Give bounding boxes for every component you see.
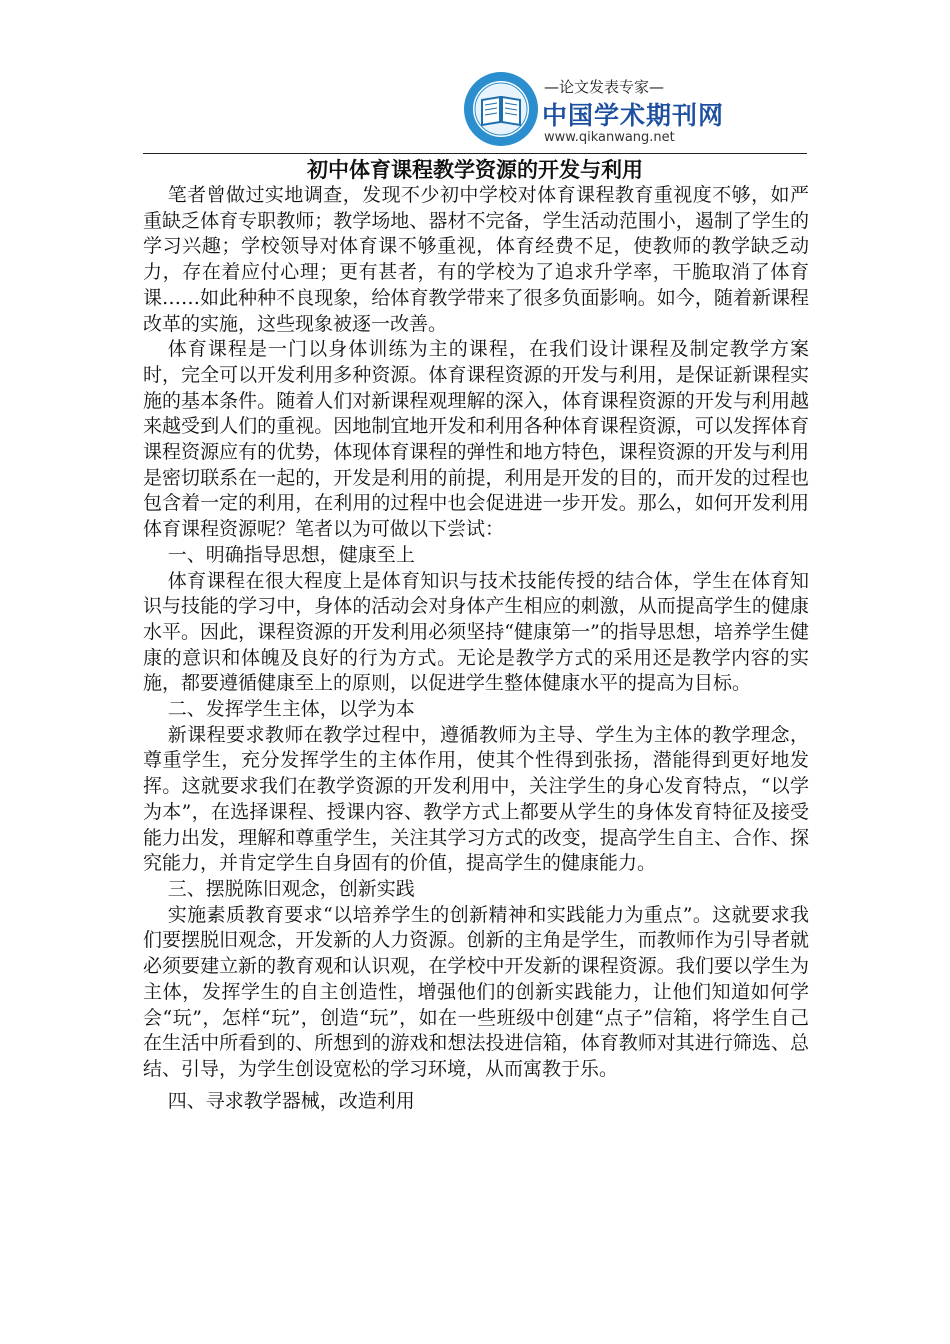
section-text-3: 实施素质教育要求“以培养学生的创新精神和实践能力为重点”。这就要求我们要摆脱旧观念，开发新的人力资源。创新的主角是学生，而教师作为引导者就必须要建立新的教育观和认识观，在学校中开发新的课程资源。我们要以学生为主体，发挥学生的自主创造性，增强他们的创新实践能力，让他们知道如何学会“玩”，怎样“玩”，创造“玩”，如在一些班级中创建“点子”信箱，将学生自己在生活中所看到的、所想到的游戏和想法投进信箱，体育教师对其进行筛选、总结、引导，为学生创设宽松的学习环境，从而寓教于乐。: [143, 903, 809, 1080]
intro-paragraph-1: 笔者曾做过实地调查，发现不少初中学校对体育课程教育重视度不够，如严重缺乏体育专职教师；教学场地、器材不完备，学生活动范围小，遏制了学生的学习兴趣；学校领导对体育课不够重视，体育经费不足，使教师的教学缺乏动力，存在着应付心理；更有甚者，有的学校为了追求升学率，干脆取消了体育课……如此种种不良现象，给体育教学带来了很多负面影响。如今，随着新课程改革的实施，这些现象被逐一改善。: [143, 184, 809, 335]
site-logo: [462, 70, 725, 150]
intro-paragraph-2: 体育课程是一门以身体训练为主的课程，在我们设计课程及制定教学方案时，完全可以开发利用多种资源。体育课程资源的开发与利用，是保证新课程实施的基本条件。随着人们对新课程观理解的深入，体育课程资源的开发与利用越来越受到人们的重视。因地制宜地开发和利用各种体育课程资源，可以发挥体育课程资源应有的优势，体现体育课程的弹性和地方特色，课程资源的开发与利用是密切联系在一起的，开发是利用的前提，利用是开发的目的，而开发的过程也包含着一定的利用，在利用的过程中也会促进进一步开发。那么，如何开发利用体育课程资源呢？笔者以为可做以下尝试：: [143, 338, 809, 541]
document-title: 初中体育课程教学资源的开发与利用: [307, 157, 643, 182]
header-divider: [143, 153, 807, 154]
section-heading-1: 一、明确指导思想，健康至上: [167, 543, 415, 566]
section-heading-2: 二、发挥学生主体，以学为本: [167, 698, 415, 721]
document-body: [143, 183, 809, 1114]
logo-site-name: 中国学术期刊网: [542, 101, 725, 130]
section-text-2: 新课程要求教师在教学过程中，遵循教师为主导、学生为主体的教学理念，尊重学生，充分发挥学生的主体作用，使其个性得到张扬，潜能得到更好地发挥。这就要求我们在教学资源的开发利用中，关注学生的身心发育特点，“以学为本”，在选择课程、授课内容、教学方式上都要从学生的身体发育特征及接受能力出发，理解和尊重学生，关注其学习方式的改变，提高学生自主、合作、探究能力，并肯定学生自身固有的价值，提高学生的健康能力。: [143, 723, 809, 875]
logo-tagline: —论文发表专家—: [544, 78, 665, 96]
logo-url: www.qikanwang.net: [544, 130, 675, 145]
section-heading-3: 三、摆脱陈旧观念，创新实践: [167, 877, 415, 900]
section-heading-4: 四、寻求教学器械，改造利用: [167, 1089, 415, 1112]
section-text-1: 体育课程在很大程度上是体育知识与技术技能传授的结合体，学生在体育知识与技能的学习中，身体的活动会对身体产生相应的刺激，从而提高学生的健康水平。因此，课程资源的开发利用必须坚持“健康第一”的指导思想，培养学生健康的意识和体魄及良好的行为方式。无论是教学方式的采用还是教学内容的实施，都要遵循健康至上的原则，以促进学生整体健康水平的提高为目标。: [143, 569, 809, 695]
book-globe-icon: [462, 70, 540, 148]
